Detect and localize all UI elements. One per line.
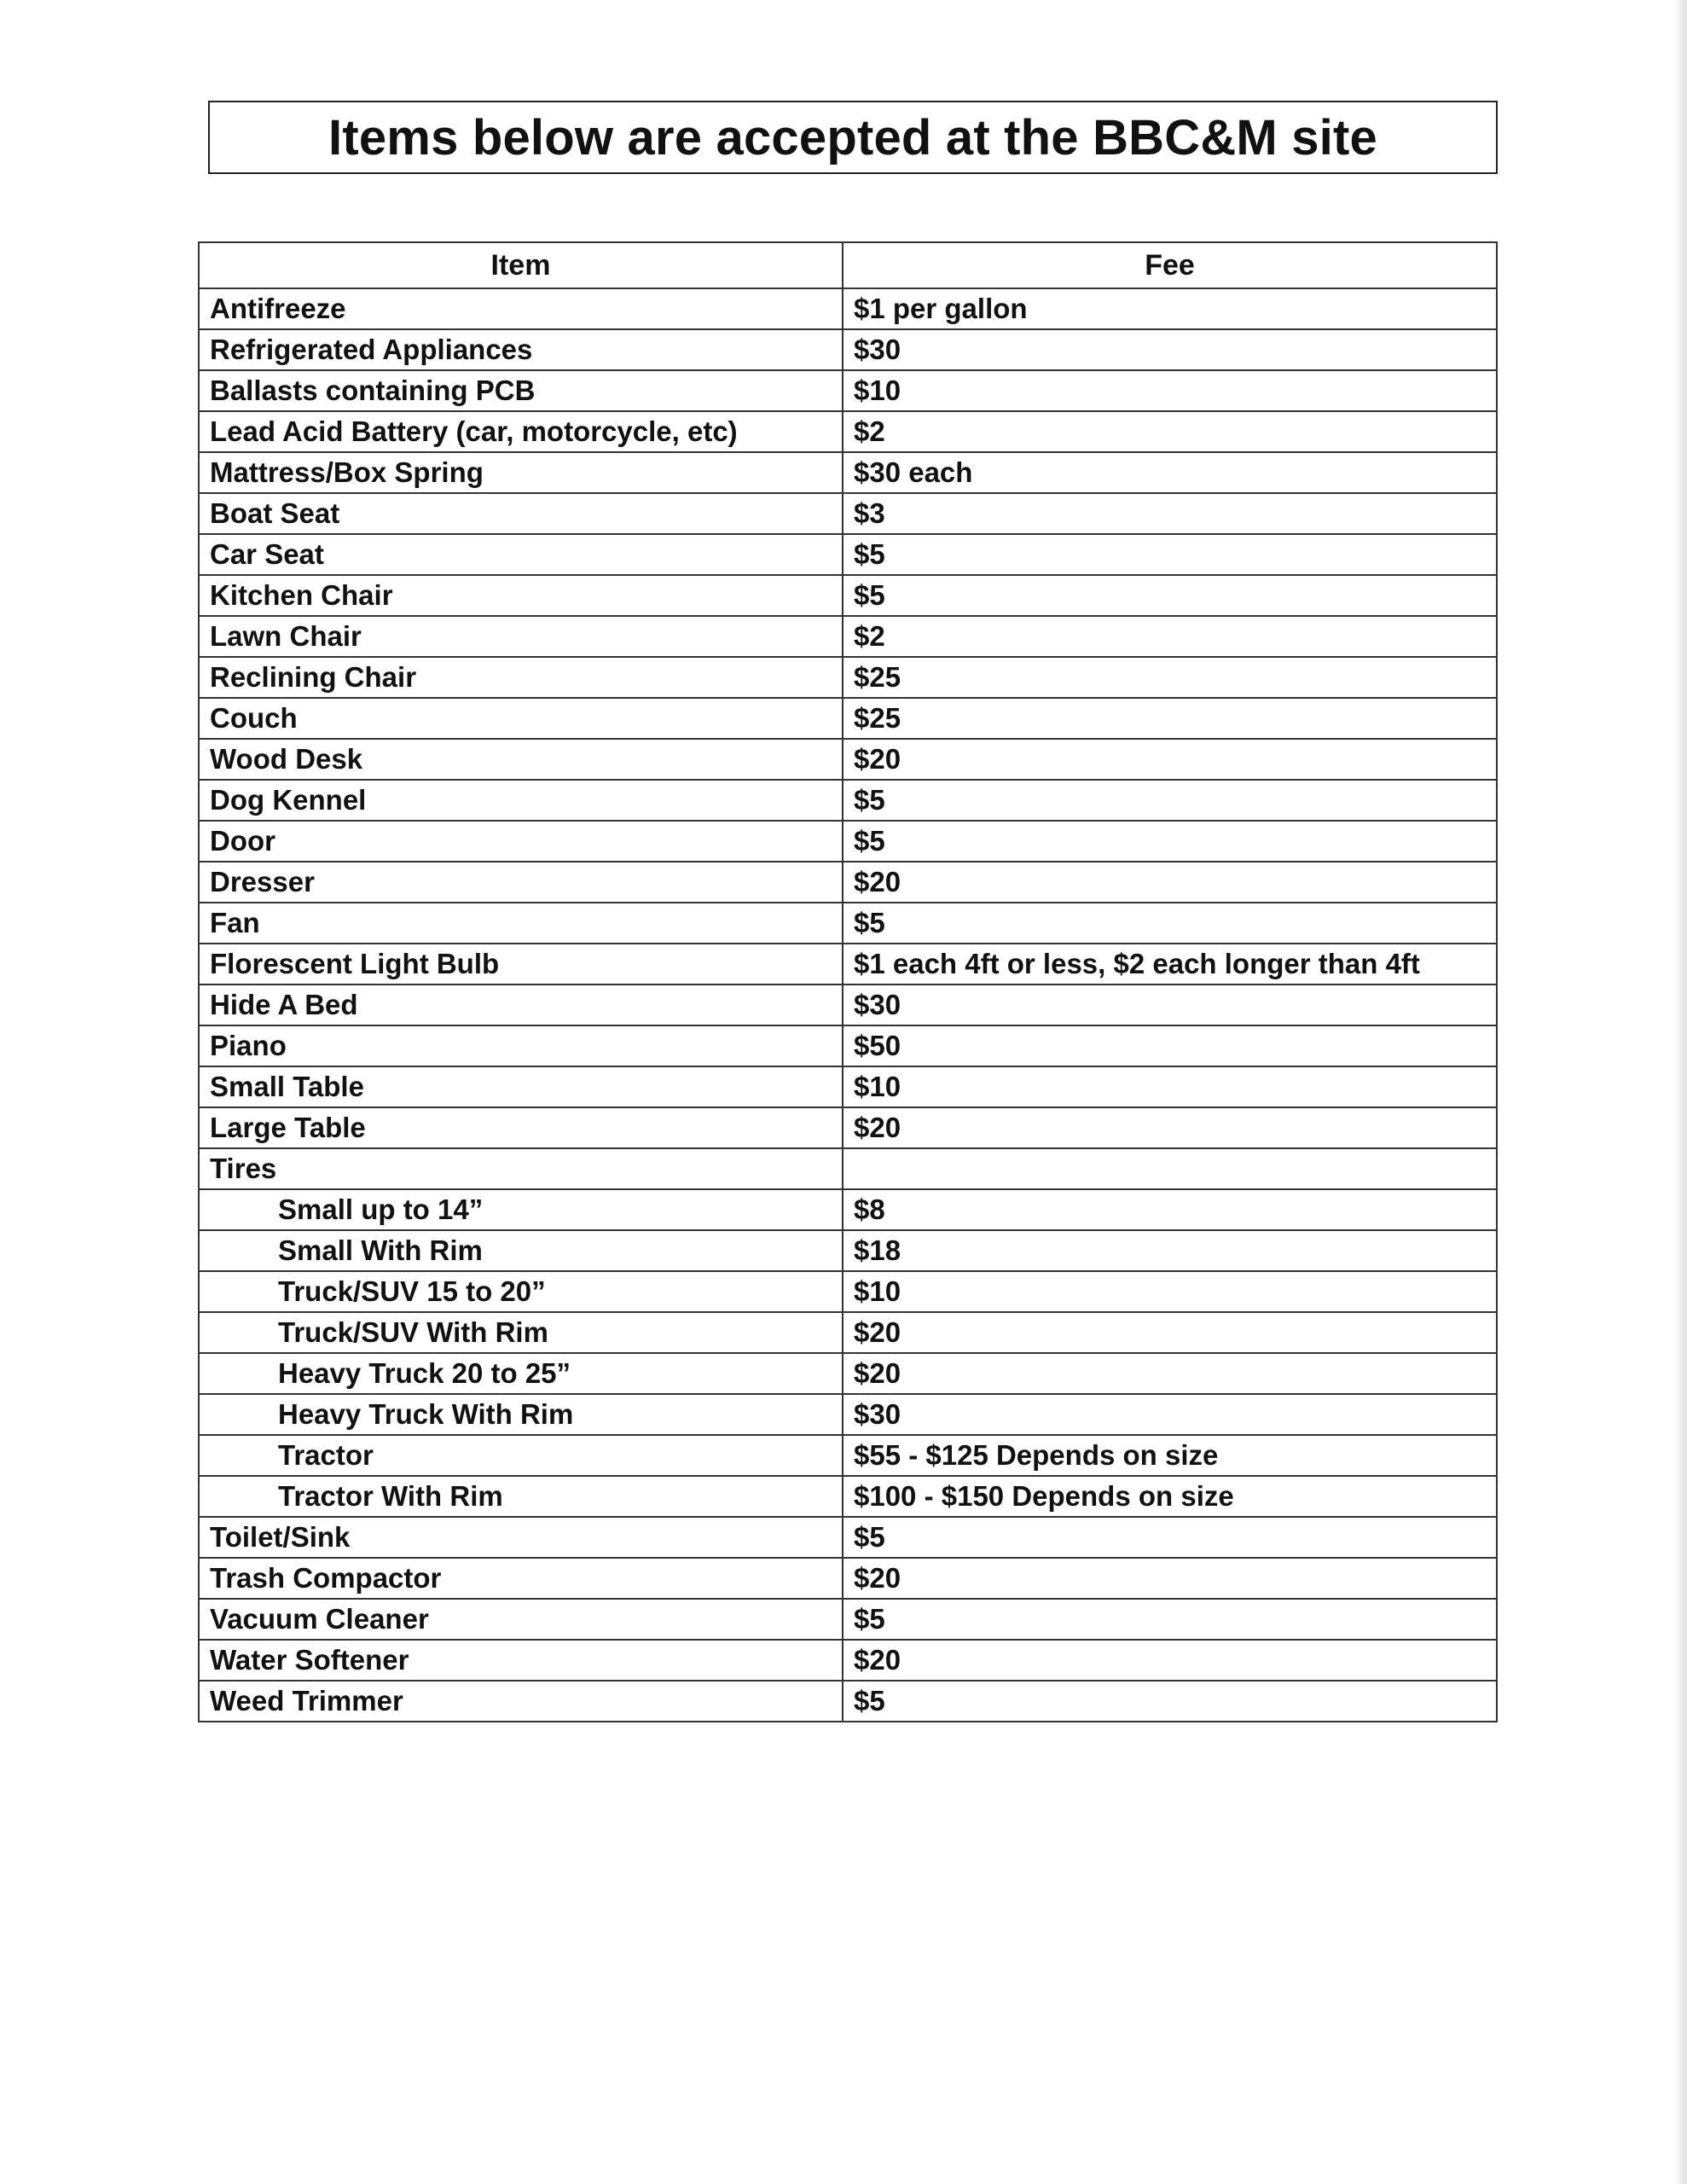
item-cell: Small up to 14” <box>199 1189 843 1230</box>
item-cell: Toilet/Sink <box>199 1517 843 1558</box>
fee-cell: $20 <box>843 1640 1497 1681</box>
fee-cell: $100 - $150 Depends on size <box>843 1476 1497 1517</box>
table-row <box>199 698 1497 739</box>
item-cell: Tractor With Rim <box>199 1476 843 1517</box>
table-row <box>199 575 1497 616</box>
fee-cell: $5 <box>843 821 1497 862</box>
table-row <box>199 739 1497 780</box>
table-row <box>199 1517 1497 1558</box>
fee-cell: $2 <box>843 411 1497 452</box>
item-cell: Car Seat <box>199 534 843 575</box>
fee-cell: $3 <box>843 493 1497 534</box>
table-row <box>199 411 1497 452</box>
table-row <box>199 1066 1497 1107</box>
page-edge-shadow <box>1675 0 1687 2184</box>
table-row <box>199 1312 1497 1353</box>
fee-cell: $8 <box>843 1189 1497 1230</box>
fee-cell: $10 <box>843 1066 1497 1107</box>
column-header-fee: Fee <box>843 242 1497 288</box>
table-row <box>199 1353 1497 1394</box>
item-cell: Reclining Chair <box>199 657 843 698</box>
table-header-row <box>199 242 1497 288</box>
item-cell: Hide A Bed <box>199 985 843 1025</box>
table-row <box>199 1599 1497 1640</box>
item-cell: Lead Acid Battery (car, motorcycle, etc) <box>199 411 843 452</box>
item-cell: Truck/SUV With Rim <box>199 1312 843 1353</box>
item-cell: Small Table <box>199 1066 843 1107</box>
item-cell: Heavy Truck 20 to 25” <box>199 1353 843 1394</box>
table-row <box>199 452 1497 493</box>
fee-cell: $20 <box>843 862 1497 903</box>
table-row <box>199 1640 1497 1681</box>
table-row <box>199 1681 1497 1722</box>
table-row <box>199 1435 1497 1476</box>
fee-cell: $25 <box>843 698 1497 739</box>
fee-cell: $20 <box>843 1312 1497 1353</box>
fee-cell: $20 <box>843 1353 1497 1394</box>
item-cell: Fan <box>199 903 843 944</box>
fee-cell: $5 <box>843 1599 1497 1640</box>
table-row <box>199 1189 1497 1230</box>
fee-cell <box>843 1148 1497 1189</box>
table-body <box>199 288 1497 1722</box>
table-row <box>199 821 1497 862</box>
fee-cell: $20 <box>843 739 1497 780</box>
item-cell: Antifreeze <box>199 288 843 329</box>
item-cell: Vacuum Cleaner <box>199 1599 843 1640</box>
item-cell: Small With Rim <box>199 1230 843 1271</box>
item-cell: Boat Seat <box>199 493 843 534</box>
fee-cell: $30 <box>843 329 1497 370</box>
fee-cell: $1 per gallon <box>843 288 1497 329</box>
item-cell: Couch <box>199 698 843 739</box>
item-cell: Truck/SUV 15 to 20” <box>199 1271 843 1312</box>
item-cell: Weed Trimmer <box>199 1681 843 1722</box>
item-cell: Wood Desk <box>199 739 843 780</box>
fee-cell: $5 <box>843 1681 1497 1722</box>
fee-cell: $1 each 4ft or less, $2 each longer than 4ft <box>843 944 1497 985</box>
column-header-item: Item <box>199 242 843 288</box>
table-row <box>199 370 1497 411</box>
fee-cell: $25 <box>843 657 1497 698</box>
item-cell: Florescent Light Bulb <box>199 944 843 985</box>
fee-cell: $30 each <box>843 452 1497 493</box>
item-cell: Tires <box>199 1148 843 1189</box>
item-cell: Piano <box>199 1025 843 1066</box>
table-row <box>199 985 1497 1025</box>
table-row <box>199 1558 1497 1599</box>
fee-cell: $30 <box>843 1394 1497 1435</box>
item-cell: Refrigerated Appliances <box>199 329 843 370</box>
table-row <box>199 1394 1497 1435</box>
item-cell: Ballasts containing PCB <box>199 370 843 411</box>
table-row <box>199 1271 1497 1312</box>
table-row <box>199 1148 1497 1189</box>
fee-cell: $18 <box>843 1230 1497 1271</box>
item-cell: Water Softener <box>199 1640 843 1681</box>
fee-cell: $2 <box>843 616 1497 657</box>
table-row <box>199 780 1497 821</box>
fee-cell: $30 <box>843 985 1497 1025</box>
item-cell: Dresser <box>199 862 843 903</box>
table-row <box>199 1476 1497 1517</box>
item-cell: Dog Kennel <box>199 780 843 821</box>
fee-cell: $5 <box>843 534 1497 575</box>
table-row <box>199 1025 1497 1066</box>
fee-cell: $55 - $125 Depends on size <box>843 1435 1497 1476</box>
item-cell: Kitchen Chair <box>199 575 843 616</box>
fee-cell: $5 <box>843 780 1497 821</box>
table-row <box>199 329 1497 370</box>
fee-cell: $5 <box>843 1517 1497 1558</box>
item-cell: Lawn Chair <box>199 616 843 657</box>
fee-cell: $5 <box>843 575 1497 616</box>
item-cell: Door <box>199 821 843 862</box>
table-row <box>199 493 1497 534</box>
fee-cell: $20 <box>843 1107 1497 1148</box>
fee-cell: $5 <box>843 903 1497 944</box>
item-cell: Large Table <box>199 1107 843 1148</box>
item-cell: Tractor <box>199 1435 843 1476</box>
table-row <box>199 1230 1497 1271</box>
table-row <box>199 534 1497 575</box>
fee-cell: $20 <box>843 1558 1497 1599</box>
table-row <box>199 616 1497 657</box>
item-cell: Mattress/Box Spring <box>199 452 843 493</box>
table-row <box>199 1107 1497 1148</box>
table-row <box>199 862 1497 903</box>
item-cell: Trash Compactor <box>199 1558 843 1599</box>
table-row <box>199 944 1497 985</box>
fee-cell: $10 <box>843 1271 1497 1312</box>
page-title: Items below are accepted at the BBC&M site <box>328 109 1377 166</box>
item-cell: Heavy Truck With Rim <box>199 1394 843 1435</box>
fee-table <box>198 241 1498 1722</box>
table-row <box>199 288 1497 329</box>
table-row <box>199 903 1497 944</box>
fee-cell: $50 <box>843 1025 1497 1066</box>
table-row <box>199 657 1497 698</box>
fee-cell: $10 <box>843 370 1497 411</box>
title-box <box>208 101 1498 174</box>
